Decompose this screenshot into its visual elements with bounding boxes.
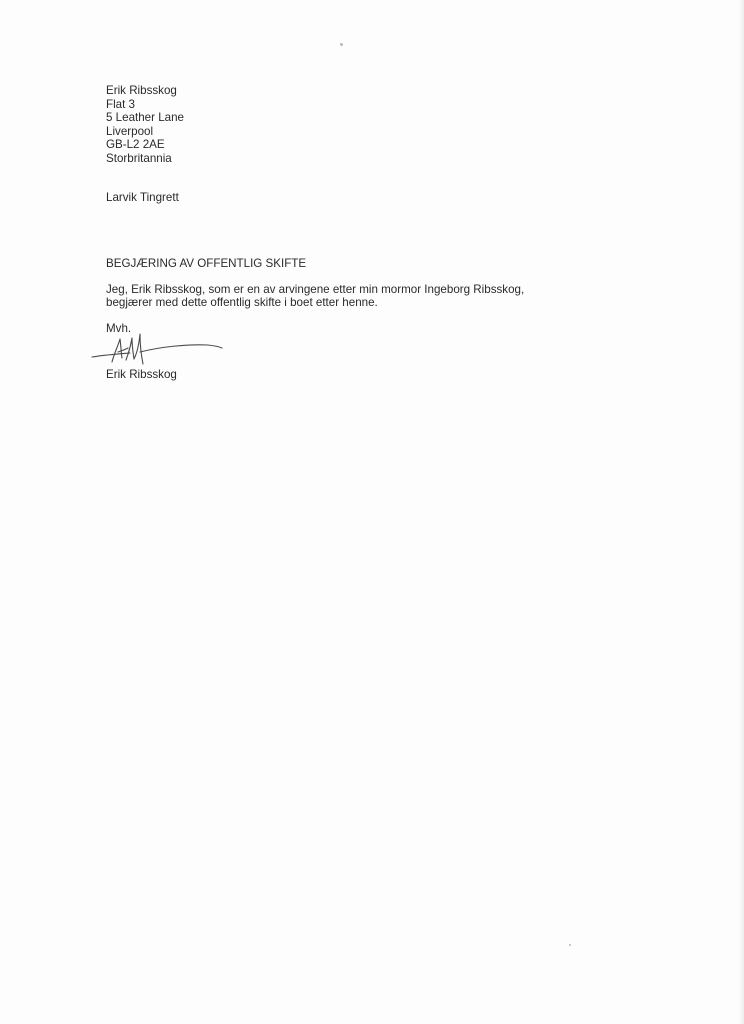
sender-name: Erik Ribsskog — [106, 84, 177, 97]
sender-address-line: GB-L2 2AE — [106, 138, 165, 152]
scan-speck — [569, 944, 571, 946]
signature-area — [106, 338, 626, 368]
handwritten-signature — [90, 330, 230, 370]
sender-address-line: 5 Leather Lane — [106, 111, 185, 125]
sender-address-line: Storbritannia — [106, 151, 172, 165]
letter-paragraph — [106, 283, 626, 310]
scan-speck — [340, 43, 343, 46]
recipient: Larvik Tingrett — [106, 190, 179, 204]
paragraph-line: Jeg, Erik Ribsskog, som er en av arvingene etter min mormor Ingeborg Ribsskog, — [106, 282, 525, 296]
letter-body — [106, 84, 626, 381]
sender-address-line: Flat 3 — [106, 97, 135, 111]
paragraph-line: begjærer med dette offentlig skifte i boet etter henne. — [106, 296, 378, 310]
scan-edge-shadow — [738, 0, 744, 1024]
signer-name: Erik Ribsskog — [106, 367, 177, 381]
sender-address-block — [106, 84, 626, 166]
closing-greeting: Mvh. — [106, 321, 132, 335]
letter-subject: BEGJÆRING AV OFFENTLIG SKIFTE — [106, 257, 307, 271]
sender-address-line: Liverpool — [106, 124, 154, 138]
